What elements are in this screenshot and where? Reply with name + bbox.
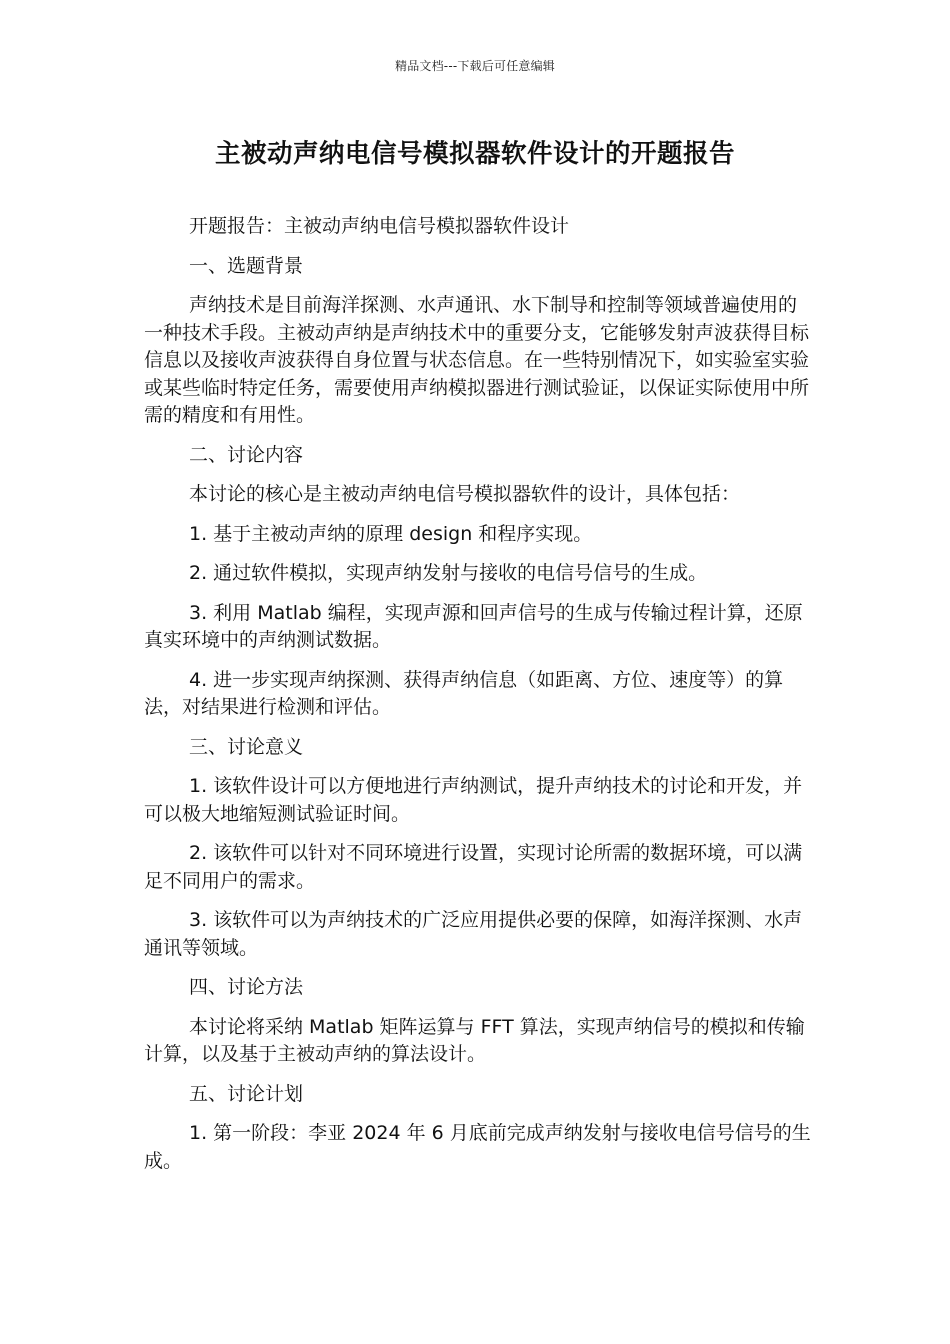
list-item-significance-1: 1. 该软件设计可以方便地进行声纳测试，提升声纳技术的讨论和开发，并可以极大地缩短测试验证时间。: [144, 775, 803, 825]
report-subtitle: 开题报告：主被动声纳电信号模拟器软件设计: [189, 215, 570, 237]
list-item-content-4: 4. 进一步实现声纳探测、获得声纳信息（如距离、方位、速度等）的算法，对结果进行检测和评估。: [144, 668, 784, 718]
section-heading-background: 一、选题背景: [189, 254, 304, 277]
document-title: 主被动声纳电信号模拟器软件设计的开题报告: [214, 139, 735, 169]
section-heading-plan: 五、讨论计划: [189, 1082, 304, 1105]
list-item-content-1: 1. 基于主被动声纳的原理 design 和程序实现。: [189, 522, 593, 545]
list-item-significance-2: 2. 该软件可以针对不同环境进行设置，实现讨论所需的数据环境，可以满足不同用户的需求。: [144, 842, 803, 892]
paragraph-content-intro: 本讨论的核心是主被动声纳电信号模拟器软件的设计，具体包括：: [189, 483, 741, 505]
paragraph-background: 声纳技术是目前海洋探测、水声通讯、水下制导和控制等领域普遍使用的一种技术手段。主被动声纳是声纳技术中的重要分支，它能够发射声波获得目标信息以及接收声波获得自身位置与状态信息。在一些特别情况下，如实验室实验或某些临时特定任务，需要使用声纳模拟器进行测试验证，以保证实际使用中所需的精度和有用性。: [144, 294, 810, 426]
paragraph-method: 本讨论将采纳 Matlab 矩阵运算与 FFT 算法，实现声纳信号的模拟和传输计算，以及基于主被动声纳的算法设计。: [144, 1015, 805, 1065]
header-note: 精品文档---下载后可任意编辑: [395, 59, 555, 73]
list-item-content-3: 3. 利用 Matlab 编程，实现声源和回声信号的生成与传输过程计算，还原真实环境中的声纳测试数据。: [144, 601, 803, 651]
section-heading-significance: 三、讨论意义: [189, 735, 304, 758]
list-item-content-2: 2. 通过软件模拟，实现声纳发射与接收的电信号信号的生成。: [189, 562, 708, 584]
section-heading-method: 四、讨论方法: [189, 976, 304, 998]
section-heading-content: 二、讨论内容: [189, 443, 304, 466]
list-item-plan-1: 1. 第一阶段：李亚 2024 年 6 月底前完成声纳发射与接收电信号信号的生成。: [144, 1122, 811, 1172]
document-body: [144, 213, 814, 1187]
list-item-significance-3: 3. 该软件可以为声纳技术的广泛应用提供必要的保障，如海洋探测、水声通讯等领域。: [144, 909, 803, 959]
